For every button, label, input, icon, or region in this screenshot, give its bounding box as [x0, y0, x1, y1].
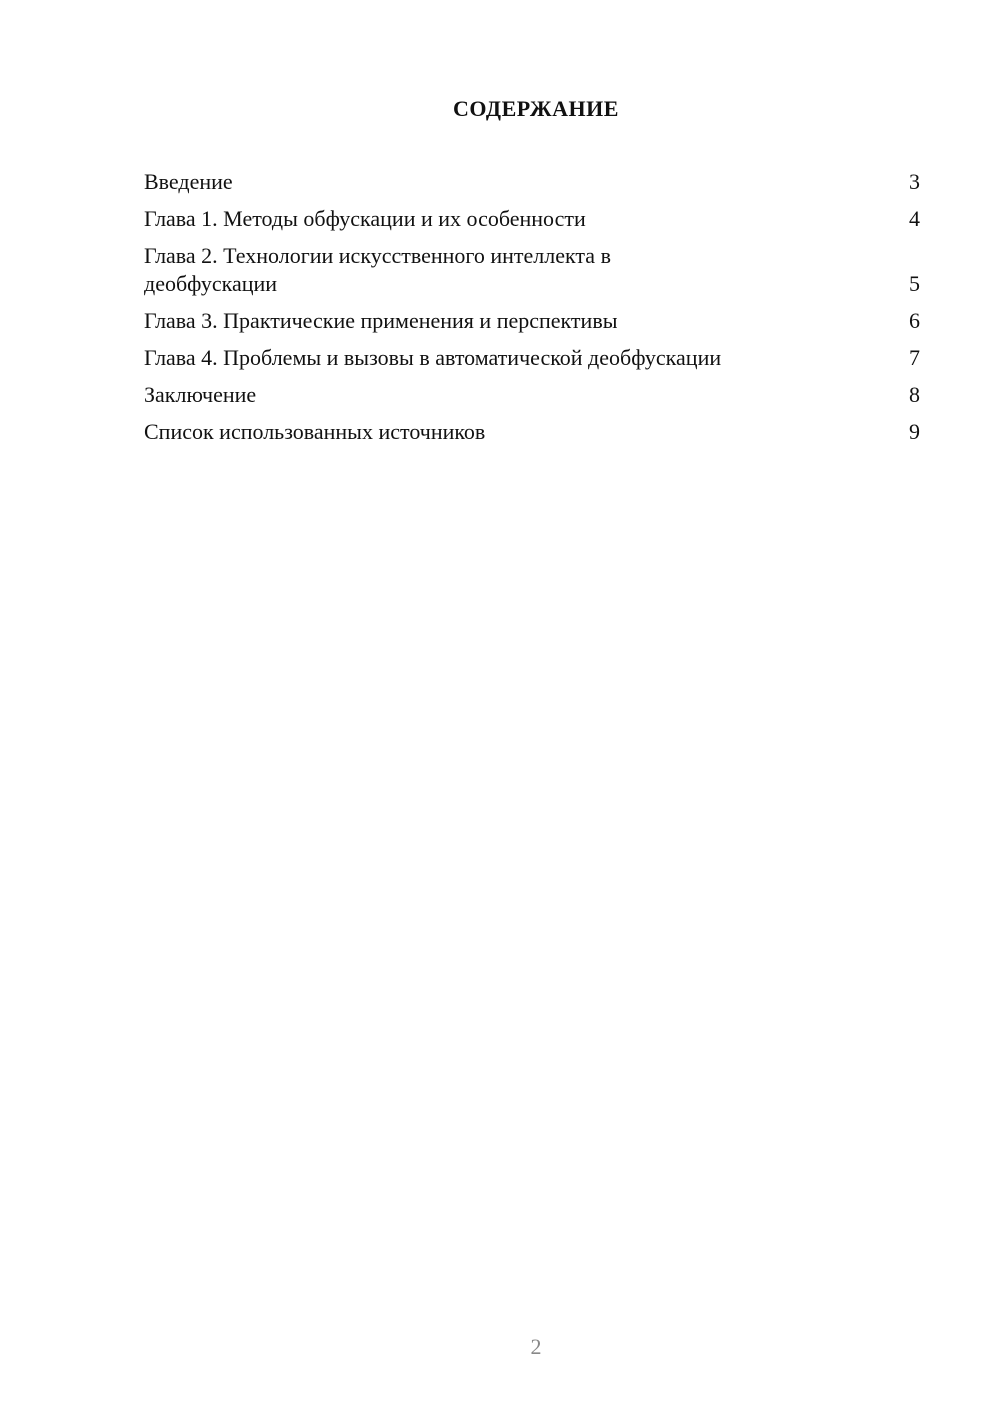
toc-entry-label: Список использованных источников: [144, 419, 486, 444]
toc-entry-label: Введение: [144, 169, 233, 194]
page-number: 2: [530, 1334, 542, 1359]
toc-entry-page: 6: [909, 308, 920, 333]
toc-entry-page: 4: [909, 206, 920, 231]
toc-entry-page: 8: [909, 382, 920, 407]
toc-entry-page: 3: [909, 169, 920, 194]
toc-entry[interactable]: [144, 205, 920, 233]
toc-entry[interactable]: [144, 307, 920, 335]
toc-entry-page: 5: [909, 271, 920, 296]
toc-entry-label: Глава 4. Проблемы и вызовы в автоматической деобфускации: [144, 345, 722, 370]
toc-entry-page: 7: [909, 345, 920, 370]
toc-entry[interactable]: [144, 418, 920, 446]
toc-entry[interactable]: [144, 242, 920, 298]
page-title: СОДЕРЖАНИЕ: [453, 96, 619, 121]
toc-entry[interactable]: [144, 381, 920, 409]
toc-entry-label: Глава 2. Технологии искусственного интеллекта в деобфускации: [144, 243, 611, 296]
toc-entry-label: Глава 3. Практические применения и перспективы: [144, 308, 618, 333]
toc-entry-page: 9: [909, 419, 920, 444]
toc-entry-label: Заключение: [144, 382, 257, 407]
toc-entry-label: Глава 1. Методы обфускации и их особенности: [144, 206, 586, 231]
toc-entry[interactable]: [144, 168, 920, 196]
table-of-contents: [144, 168, 920, 455]
toc-entry[interactable]: [144, 344, 920, 372]
